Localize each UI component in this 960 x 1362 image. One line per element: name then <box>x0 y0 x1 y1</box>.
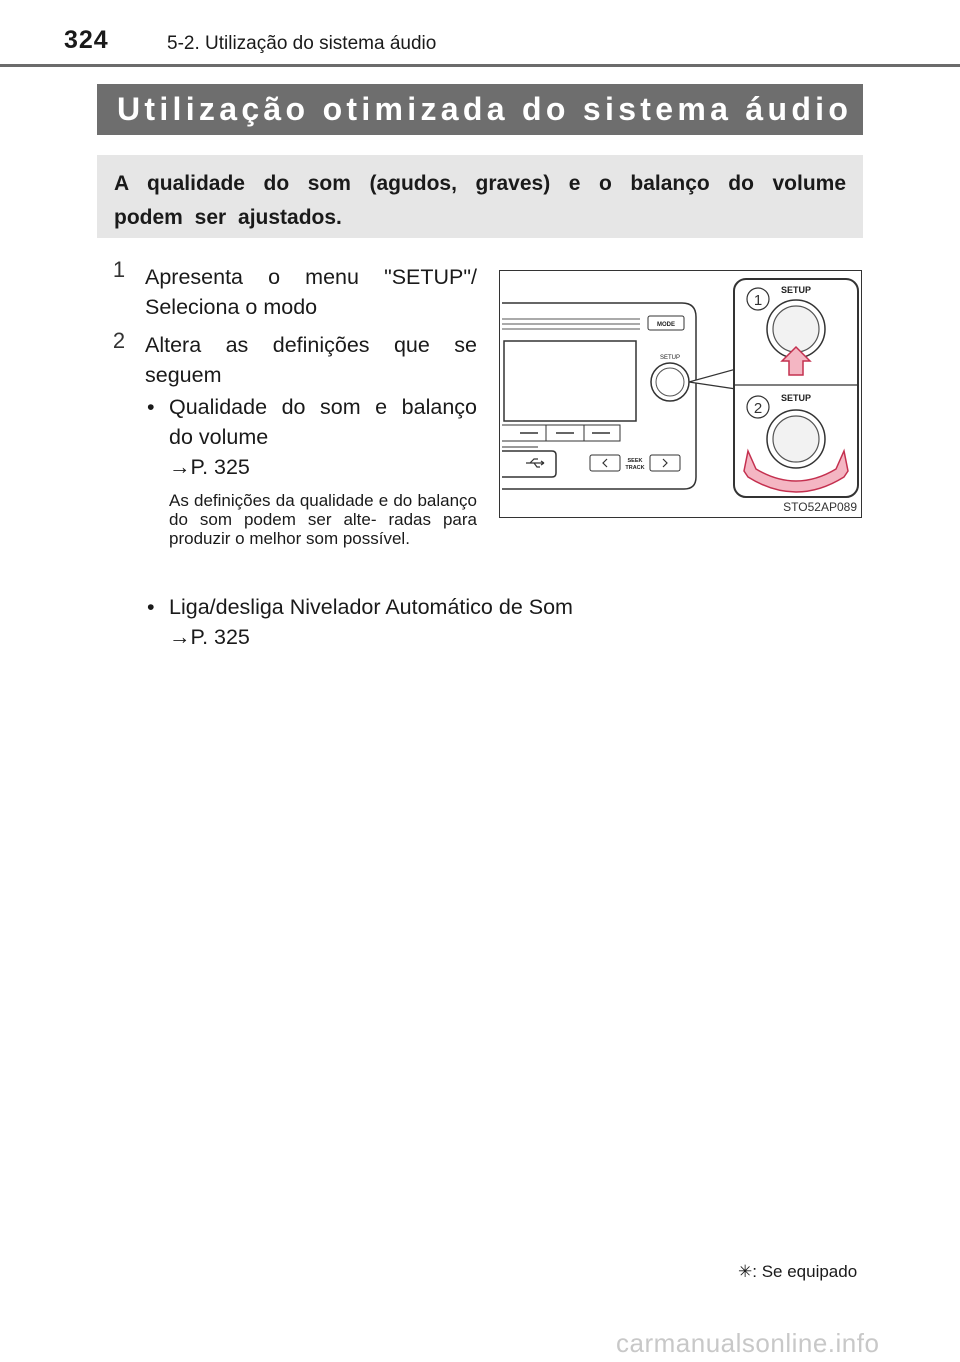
bullet-1-page-reference: →P. 325 <box>169 455 250 479</box>
callout-1-setup-label: SETUP <box>780 285 812 295</box>
audio-panel-illustration <box>500 271 860 516</box>
bullet-2-page-reference: →P. 325 <box>169 625 250 649</box>
callout-1-number: 1 <box>753 292 763 309</box>
header-rule <box>0 64 960 67</box>
bullet-1-marker: • <box>147 395 155 419</box>
audio-panel-figure <box>499 270 862 518</box>
bullet-1-note: As definições da qualidade e do balanço do som podem ser alte- radas para produzir o melhor som possível. <box>169 491 477 548</box>
watermark: carmanualsonline.info <box>616 1328 880 1358</box>
step-2-line-1: Altera as definições que se <box>145 333 477 357</box>
summary-box <box>97 155 863 238</box>
section-title-bar <box>97 84 889 135</box>
mode-button-label: MODE <box>657 322 675 328</box>
step-1-line-2: Seleciona o modo <box>145 295 318 319</box>
track-label: TRACK <box>625 465 645 471</box>
callout-2-setup-label: SETUP <box>780 393 812 403</box>
step-2-line-2: seguem <box>145 363 222 387</box>
bullet-1-line-1: Qualidade do som e balanço <box>169 395 477 419</box>
setup-knob-label: SETUP <box>659 355 681 361</box>
footnote: ✳: Se equipado <box>738 1262 858 1281</box>
step-1-line-1: Apresenta o menu "SETUP"/ <box>145 265 477 289</box>
figure-caption: STO52AP089 <box>783 500 857 514</box>
page-number: 324 <box>64 26 109 54</box>
summary-text: A qualidade do som (agudos, graves) e o balanço do volume podem ser ajustados. <box>114 172 846 229</box>
callout-2-number: 2 <box>753 400 763 417</box>
bullet-1-line-2: do volume <box>169 425 269 449</box>
bullet-2-marker: • <box>147 595 155 619</box>
equipped-star-icon: ✳ <box>875 90 889 107</box>
step-2-number: 2 <box>112 328 126 353</box>
seek-label: SEEK <box>627 458 643 464</box>
section-title: Utilização otimizada do sistema áudio <box>117 91 853 127</box>
step-1-number: 1 <box>112 257 126 282</box>
section-reference: 5-2. Utilização do sistema áudio <box>167 33 437 54</box>
usb-icon <box>526 459 544 467</box>
bullet-2-line-1: Liga/desliga Nivelador Automático de Som <box>169 595 573 619</box>
